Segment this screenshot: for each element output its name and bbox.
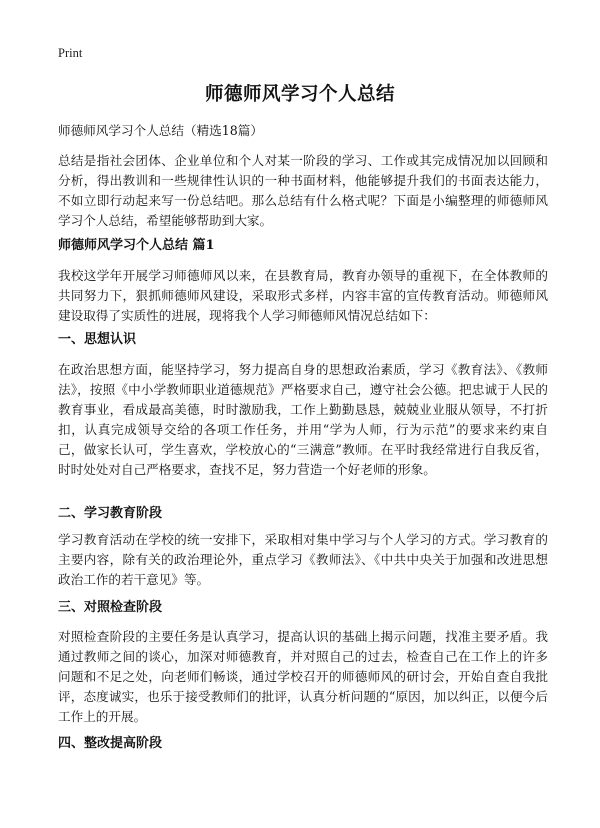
subtitle-text: 师德师风学习个人总结（精选18篇） bbox=[58, 123, 263, 138]
section-body-thought: 在政治思想方面，能坚持学习，努力提高自身的思想政治素质，学习《教育法》、《教师法》，按照《中小学教师职业道德规范》严格要求自己，遵守社会公德。把忠诚于人民的教育事业，看成最高美德，时时激励我，工作上勤勤恳恳，兢兢业业服从领导，不打折扣，认真完成领导交给的各项工作任务，并用“学为人师，行为示范”的要求来约束自己，做家长认可，学生喜欢，学校放心的“三满意”教师。在平时我经常进行自我反省，时时处处对自己严格要求，查找不足，努力营造一个好老师的形象。 bbox=[58, 362, 548, 477]
section-heading-improve: 四、整改提高阶段 bbox=[58, 736, 163, 751]
section-body-study: 学习教育活动在学校的统一安排下，采取相对集中学习与个人学习的方式。学习教育的主要内容，除有关的政治理论外，重点学习《教师法》、《中共中央关于加强和改进思想政治工作的若干意见》等。 bbox=[58, 532, 548, 587]
page-title: 师德师风学习个人总结 bbox=[204, 84, 395, 105]
article-heading: 师德师风学习个人总结 篇1 bbox=[58, 238, 215, 253]
lead-paragraph: 我校这学年开展学习师德师风以来，在县教育局，教育办领导的重视下，在全体教师的共同努力下，狠抓师德师风建设，采取形式多样，内容丰富的宣传教育活动。师德师风建设取得了实质性的进展，现将我个人学习师德师风情况总结如下： bbox=[58, 268, 548, 323]
section-heading-thought: 一、思想认识 bbox=[58, 332, 137, 347]
section-heading-review: 三、对照检查阶段 bbox=[58, 600, 163, 615]
print-link[interactable]: Print bbox=[58, 46, 83, 60]
intro-paragraph: 总结是指社会团体、企业单位和个人对某一阶段的学习、工作或其完成情况加以回顾和分析，得出教训和一些规律性认识的一种书面材料，他能够提升我们的书面表达能力，不如立即行动起来写一份总结吧。那么总结有什么格式呢？下面是小编整理的师德师风学习个人总结，希望能够帮助到大家。 bbox=[58, 153, 548, 228]
section-heading-study: 二、学习教育阶段 bbox=[58, 506, 163, 521]
section-body-review: 对照检查阶段的主要任务是认真学习，提高认识的基础上揭示问题，找准主要矛盾。我通过教师之间的谈心，加深对师德教育，并对照自己的过去，检查自己在工作上的许多问题和不足之处，向老师们畅谈，通过学校召开的师德师风的研讨会，开始自查自我批评，态度诚实，也乐于接受教师们的批评，认真分析问题的“原因，加以纠正，以便今后工作上的开展。 bbox=[58, 629, 548, 724]
